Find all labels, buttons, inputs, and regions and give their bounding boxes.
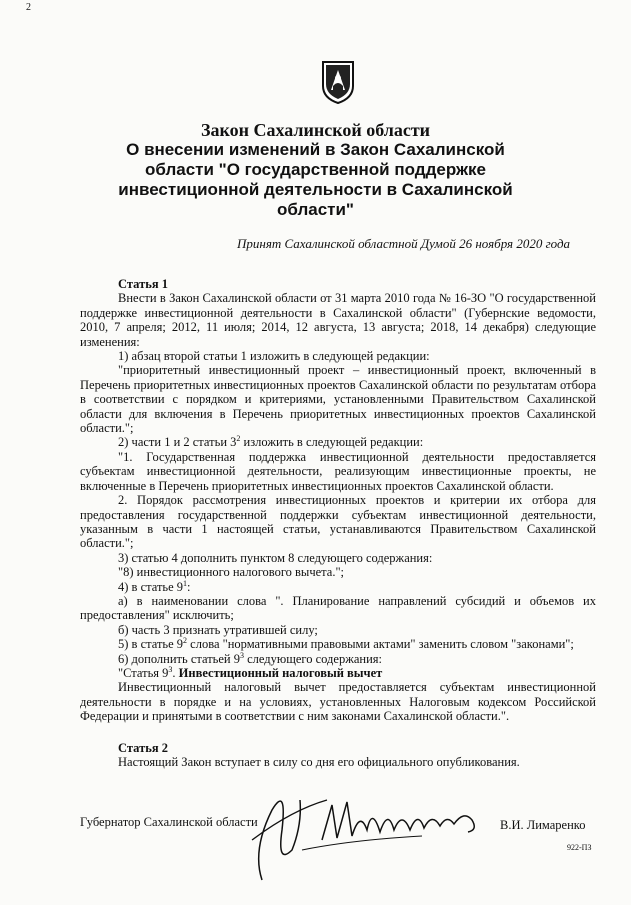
law-subtitle-line-2: области "О государственной поддержке — [144, 160, 486, 179]
amendment-item-6: 6) дополнить статьей $9^3$ следующего содержания: — [118, 650, 382, 666]
amendment-item-4a: а) в наименовании слова ". Планирование направлений субсидий и объемов их предоставления" исключить; — [80, 593, 596, 623]
governor-name: В.И. Лимаренко — [500, 818, 586, 832]
amendment-quote-2-part-2: 2. Порядок рассмотрения инвестиционных проектов и критерии их отбора для предоставления государственной поддержки субъектам инвестиционной деятельности, указанным в части 1 настоящей статьи, устанавливаются Правительством Сахалинской области."; — [80, 493, 596, 551]
adoption-note: Принят Сахалинской областной Думой 26 ноября 2020 года — [237, 236, 571, 251]
governor-label: Губернатор Сахалинской области — [80, 815, 258, 829]
amendment-quote-3: "8) инвестиционного налогового вычета."; — [118, 565, 345, 580]
article-2-text: Настоящий Закон вступает в силу со дня его официального опубликования. — [118, 755, 520, 769]
coat-of-arms-emblem — [321, 60, 355, 104]
amendment-item-4b: б) часть 3 признать утратившей силу; — [118, 622, 318, 637]
amendment-item-4: 4) в статье $9^1$: — [118, 578, 191, 594]
article-1-heading: Статья 1 — [118, 277, 168, 291]
article-1-intro: Внести в Закон Сахалинской области от 31 марта 2010 года № 16-ЗО "О государственной поддержке инвестиционной деятельности в Сахалинской области" (Губернские ведомости, 2010, 7 апреля; 2012, 11 июля; 2014, 12 августа, 13 августа; 2018, 14 декабря) следующие изменения: — [80, 291, 596, 349]
law-subtitle-line-3: инвестиционной деятельности в Сахалинской — [118, 180, 513, 199]
document-code: 922-ПЗ — [567, 843, 592, 852]
law-body — [80, 277, 596, 769]
new-article-heading: "Статья $9^3$. Инвестиционный налоговый вычет — [118, 664, 383, 680]
amendment-item-5: 5) в статье $9^2$ слова "нормативными правовыми актами" заменить словом "законами"; — [118, 636, 574, 652]
law-subtitle-line-1: О внесении изменений в Закон Сахалинской — [126, 140, 505, 159]
governor-signature — [232, 770, 502, 890]
new-article-text: Инвестиционный налоговый вычет предоставляется субъектам инвестиционной деятельности в порядке и на условиях, установленных Налоговым кодексом Российской Федерации и принятыми в соответствии с ним законами Сахалинской области.". — [80, 680, 596, 724]
amendment-item-1: 1) абзац второй статьи 1 изложить в следующей редакции: — [118, 349, 430, 364]
page-marker: 2 — [26, 2, 31, 13]
amendment-quote-1: "приоритетный инвестиционный проект – инвестиционный проект, включенный в Перечень приоритетных инвестиционных проектов Сахалинской области по результатам отбора в соответствии с порядком и критериями, установленными Правительством Сахалинской области для включения в Перечень приоритетных инвестиционных проектов Сахалинской области."; — [80, 363, 596, 436]
law-title: Закон Сахалинской области — [200, 120, 431, 140]
law-subtitle-line-4: области" — [276, 200, 354, 219]
amendment-quote-2-part-1: "1. Государственная поддержка инвестиционной деятельности предоставляется субъектам инвестиционной деятельности, реализующим инвестиционные проекты, не включенные в Перечень приоритетных инвестиционных проектов Сахалинской области. — [80, 449, 596, 493]
article-2-heading: Статья 2 — [118, 740, 168, 755]
amendment-item-2: 2) части 1 и 2 статьи $3^2$ изложить в следующей редакции: — [118, 434, 424, 450]
amendment-item-3: 3) статью 4 дополнить пунктом 8 следующего содержания: — [118, 550, 433, 565]
